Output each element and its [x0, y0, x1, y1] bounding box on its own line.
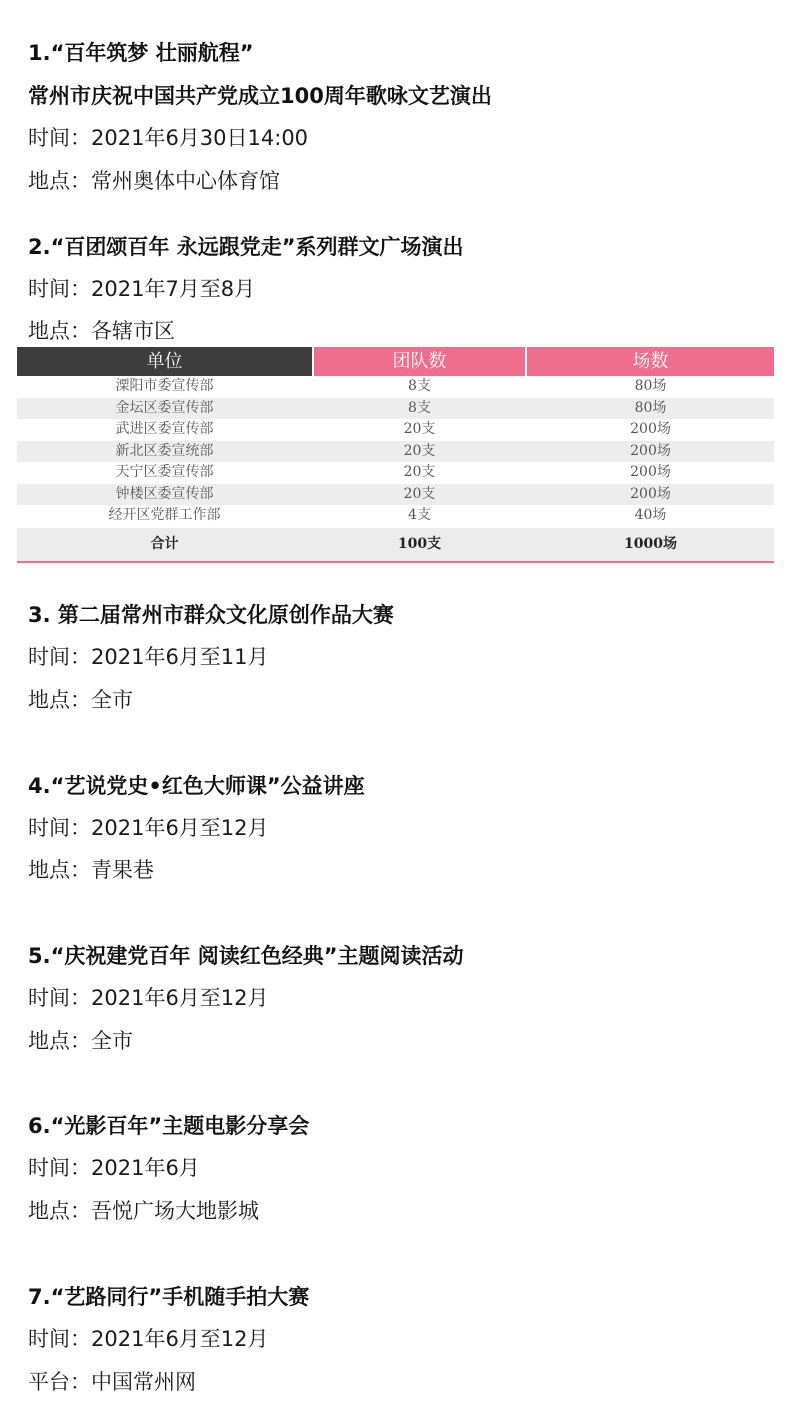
table-cell-shows: 80场: [634, 378, 667, 394]
event-5-time: 时间：2021年6月至12月: [28, 986, 269, 1010]
table-header-shows: 场数: [527, 347, 774, 376]
table-cell-shows: 200场: [630, 485, 671, 502]
event-1-time: 时间：2021年6月30日14:00: [28, 126, 309, 150]
table-cell-shows: 200场: [630, 421, 671, 437]
table-row: [17, 484, 774, 506]
table-row: [17, 441, 774, 463]
table-cell-teams: 20支: [403, 421, 436, 437]
participation-table: [17, 347, 774, 563]
event-7-platform: 平台：中国常州网: [28, 1370, 196, 1394]
event-5-venue: 地点：全市: [28, 1029, 133, 1053]
event-7-title: 7.“艺路同行”手机随手拍大赛: [28, 1285, 310, 1309]
event-6-time: 时间：2021年6月: [28, 1156, 200, 1180]
table-cell-unit: 钟楼区委宣传部: [115, 485, 214, 502]
table-cell-teams: 4支: [408, 507, 431, 523]
table-row: [17, 376, 774, 398]
table-total-shows: 1000场: [624, 536, 677, 552]
table-row: [17, 505, 774, 527]
table-header-row: [17, 347, 774, 376]
event-7-time: 时间：2021年6月至12月: [28, 1327, 269, 1351]
table-cell-teams: 8支: [408, 378, 431, 394]
event-1-subtitle: 常州市庆祝中国共产党成立100周年歌咏文艺演出: [28, 84, 492, 108]
event-3-time: 时间：2021年6月至11月: [28, 645, 269, 669]
table-row: [17, 462, 774, 484]
table-header-teams: 团队数: [314, 347, 525, 376]
event-6-venue: 地点：吾悦广场大地影城: [28, 1199, 259, 1223]
table-cell-unit: 新北区委宣统部: [115, 442, 214, 459]
table-cell-shows: 200场: [630, 442, 671, 459]
table-cell-unit: 金坛区委宣传部: [115, 399, 214, 416]
table-cell-unit: 武进区委宣传部: [115, 421, 214, 437]
table-total-label: 合计: [150, 536, 179, 552]
table-row: [17, 419, 774, 441]
table-total-row: [17, 528, 774, 561]
event-4-venue: 地点：青果巷: [28, 858, 154, 882]
event-1-title: 1.“百年筑梦 壮丽航程”: [28, 41, 254, 65]
event-1-venue: 地点：常州奥体中心体育馆: [28, 169, 280, 193]
table-cell-unit: 天宁区委宣传部: [115, 464, 214, 480]
table-cell-teams: 8支: [408, 399, 431, 416]
table-cell-shows: 200场: [630, 464, 671, 480]
table-cell-unit: 经开区党群工作部: [108, 507, 221, 523]
table-bottom-rule: [17, 561, 774, 563]
event-4-time: 时间：2021年6月至12月: [28, 816, 269, 840]
table-total-teams: 100支: [397, 536, 442, 552]
table-cell-teams: 20支: [403, 464, 436, 480]
event-2-venue: 地点：各辖市区: [28, 319, 175, 343]
table-row: [17, 398, 774, 420]
event-6-title: 6.“光影百年”主题电影分享会: [28, 1114, 310, 1138]
event-3-title: 3. 第二届常州市群众文化原创作品大赛: [28, 603, 394, 627]
event-2-time: 时间：2021年7月至8月: [28, 277, 256, 301]
event-2-title: 2.“百团颂百年 永远跟党走”系列群文广场演出: [28, 235, 464, 259]
event-3-venue: 地点：全市: [28, 688, 133, 712]
table-cell-teams: 20支: [403, 485, 436, 502]
table-cell-teams: 20支: [403, 442, 436, 459]
table-header-unit: 单位: [17, 347, 312, 376]
event-4-title: 4.“艺说党史•红色大师课”公益讲座: [28, 774, 365, 798]
event-5-title: 5.“庆祝建党百年 阅读红色经典”主题阅读活动: [28, 944, 464, 968]
table-cell-unit: 溧阳市委宣传部: [115, 378, 214, 394]
table-cell-shows: 80场: [634, 399, 667, 416]
table-cell-shows: 40场: [634, 507, 667, 523]
